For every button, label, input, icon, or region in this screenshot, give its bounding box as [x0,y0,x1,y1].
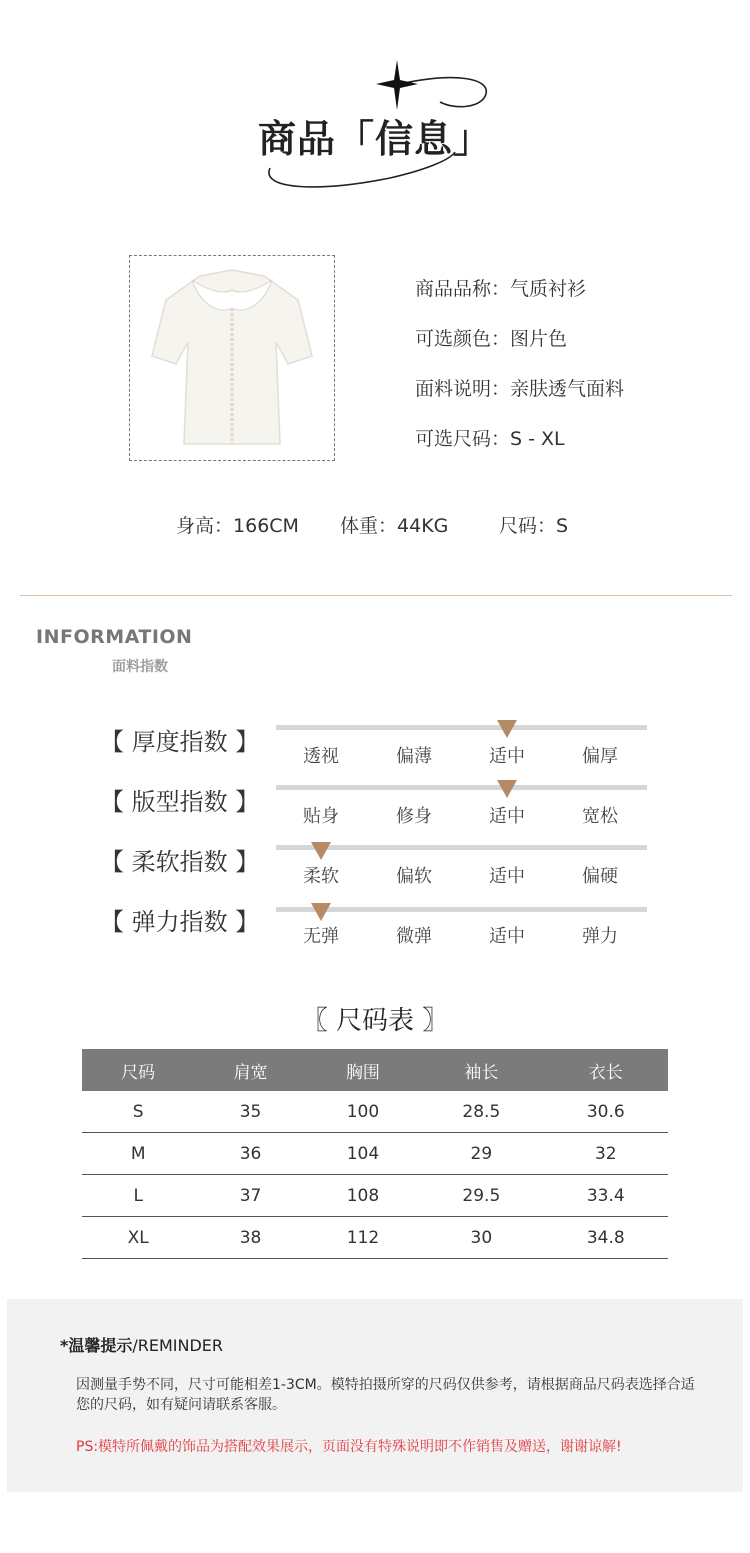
table-header-row [82,1049,668,1091]
product-size-line [415,424,565,451]
index-marker-elasticity [311,903,331,921]
index-option: 偏硬 [582,866,618,887]
fabric-index-subheading: 面料指数 [112,659,168,675]
table-cell: 38 [194,1217,306,1259]
section-divider [20,595,732,596]
reminder-title-en: /REMINDER [132,1336,224,1355]
reminder-text: 因测量手势不同，尺寸可能相差1-3CM。模特拍摄所穿的尺码仅供参考，请根据商品尺码表选择合适您的尺码，如有疑问请联系客服。 [76,1377,695,1413]
table-cell: 108 [307,1175,419,1217]
index-option: 偏软 [396,866,432,887]
table-header-cell: 尺码 [82,1049,194,1091]
product-name-value: 气质衬衫 [510,278,587,300]
product-color-line [415,324,567,351]
table-cell: 104 [307,1133,419,1175]
table-header-cell: 胸围 [307,1049,419,1091]
table-header-cell: 肩宽 [194,1049,306,1091]
table-cell: L [82,1175,194,1217]
index-option: 偏薄 [396,746,432,767]
table-cell: 35 [194,1091,306,1133]
product-photo [129,255,335,461]
product-color-label: 可选颜色： [415,328,511,350]
table-cell: 37 [194,1175,306,1217]
index-marker-thickness [497,720,517,738]
index-bar-thickness [276,725,647,730]
reminder-title [60,1333,223,1356]
reminder-title-cn: *温馨提示 [60,1336,133,1355]
index-option: 透视 [303,746,339,767]
table-cell: 29 [419,1133,543,1175]
table-cell: 34.8 [544,1217,668,1259]
product-color-value: 图片色 [510,328,568,350]
model-size [499,511,568,538]
index-bar-softness [276,845,647,850]
product-name-label: 商品品称： [415,278,511,300]
table-cell: M [82,1133,194,1175]
model-size-label: 尺码： [499,515,557,537]
index-marker-softness [311,842,331,860]
table-cell: 30.6 [544,1091,668,1133]
index-label-fit: 【 版型指数 】 [100,788,260,816]
product-fabric-line [415,374,624,401]
index-option: 修身 [396,806,432,827]
index-label-elasticity: 【 弹力指数 】 [100,908,260,936]
size-table-title: 〖 尺码表 〗 [301,1006,449,1036]
table-header-cell: 衣长 [544,1049,668,1091]
reminder-ps-note: PS:模特所佩戴的饰品为搭配效果展示，页面没有特殊说明即不作销售及赠送，谢谢谅解! [76,1439,622,1455]
table-cell: 30 [419,1217,543,1259]
table-cell: S [82,1091,194,1133]
table-cell: 100 [307,1091,419,1133]
index-bar-elasticity [276,907,647,912]
model-weight-value: 44KG [397,515,449,537]
index-option: 微弹 [396,926,432,947]
index-option: 适中 [489,866,525,887]
index-marker-fit [497,780,517,798]
index-label-softness: 【 柔软指数 】 [100,848,260,876]
table-row [82,1217,668,1259]
index-option: 适中 [489,746,525,767]
model-weight-label: 体重： [340,515,398,537]
table-cell: 36 [194,1133,306,1175]
size-table [82,1049,668,1259]
product-fabric-value: 亲肤透气面料 [510,378,625,400]
index-option: 柔软 [303,866,339,887]
table-row [82,1091,668,1133]
information-heading: INFORMATION [36,626,193,648]
index-option: 无弹 [303,926,339,947]
product-name-line [415,274,586,301]
table-header-cell: 袖长 [419,1049,543,1091]
blouse-image [130,256,334,460]
index-option: 宽松 [582,806,618,827]
table-cell: 33.4 [544,1175,668,1217]
model-weight [340,511,448,538]
index-bar-fit [276,785,647,790]
model-height [176,511,299,538]
model-height-value: 166CM [233,515,299,537]
index-option: 偏厚 [582,746,618,767]
table-cell: 32 [544,1133,668,1175]
table-cell: 112 [307,1217,419,1259]
model-height-label: 身高： [176,515,234,537]
table-cell: XL [82,1217,194,1259]
page-title: 商品「信息」 [257,117,492,161]
table-row [82,1175,668,1217]
product-fabric-label: 面料说明： [415,378,511,400]
table-cell: 29.5 [419,1175,543,1217]
index-option: 弹力 [582,926,618,947]
model-size-value: S [556,515,569,537]
product-size-label: 可选尺码： [415,428,511,450]
index-option: 适中 [489,806,525,827]
table-cell: 28.5 [419,1091,543,1133]
product-size-value: S - XL [510,428,565,450]
index-label-thickness: 【 厚度指数 】 [100,728,260,756]
index-option: 贴身 [303,806,339,827]
table-row [82,1133,668,1175]
index-option: 适中 [489,926,525,947]
